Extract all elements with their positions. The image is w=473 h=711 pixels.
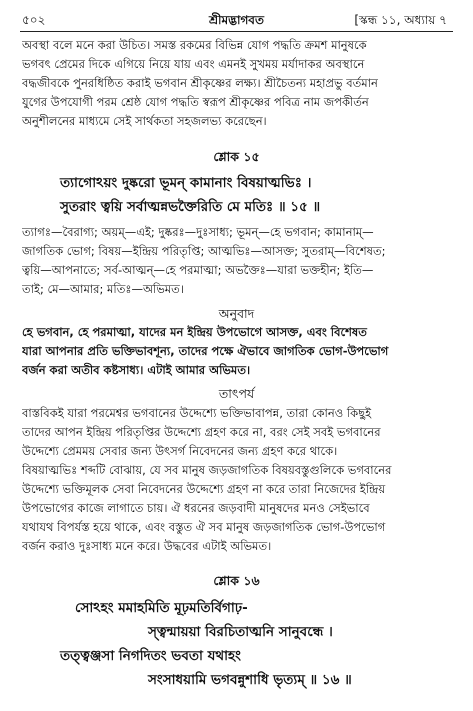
verse-line: ত্যাগোঽয়ং দুষ্করো ভূমন্ কামানাং বিষয়াত্মভিঃ । [60,175,312,191]
intro-line: ভগবৎ প্রেমের দিকে এগিয়ে নিয়ে যায় এবং এমনই সুখময় মর্যাদাকর অবস্থানে [22,57,365,71]
purport-line: উদ্দেশ্যে প্রেমময় সেবার জন্য উৎসর্গ নিবেদনের জন্য গ্রহণ করে থাকে। [22,444,338,458]
verse-line: সংসাধয়ামি ভগবন্নুশাধি ভৃত্যম্ ॥ ১৬ ॥ [148,672,352,688]
verse-line: সোঽহং মমাহমিতি মূঢ়মতির্বিগাঢ়- [75,600,248,616]
synonyms-line: ত্বয়ি—আপনাতে; সর্ব-আত্মন্—হে পরমাত্মা; অভক্তৈঃ—যারা ভক্তহীন; ইতি— [22,263,374,277]
purport-line: যথাযথ বিপর্যস্ত হয়ে থাকে, এবং বস্তুত ঐ সব মানুষ জড়জাগতিক ভোগ-উপভোগ [22,520,386,534]
verse-line: তত্ত্বঞ্জসা নিগদিতং ভবতা যথাহং [60,648,241,664]
synonyms-line: ত্যাগঃ—বৈরাগ্য; অয়ম্—এই; দুষ্করঃ—দুঃসাধ্য; ভূমন্—হে ভগবান; কামানাম্— [22,225,374,239]
verse-line: স্ত্বন্মায়য়া বিরচিতাত্মনি সানুবন্ধে । [148,624,333,640]
page-number: ৫০২ [22,13,46,27]
verse-line: সুতরাং ত্বয়ি সর্বাত্মন্নভক্তৈরিতি মে মতিঃ ॥ ১৫ ॥ [60,199,321,215]
intro-line: অবস্থা বলে মনে করা উচিত। সমস্ত রকমের বিভিন্ন যোগ পদ্ধতি ক্রমশ মানুষকে [22,38,367,52]
translation-line: বর্জন করা অতীব কষ্টসাধ্য। এটাই আমার অভিমত। [22,363,251,377]
translation-line: হে ভগবান, হে পরমাত্মা, যাদের মন ইন্দ্রিয় উপভোগে আসক্ত, এবং বিশেষত [22,325,367,339]
purport-line: বিষয়াত্মভিঃ শব্দটি বোঝায়, যে সব মানুষ জড়জাগতিক বিষয়বস্তুগুলিকে ভগবানের [22,463,392,477]
translation-line: যারা আপনার প্রতি ভক্তিভাবশূন্য, তাদের পক্ষে ঐভাবে জাগতিক ভোগ-উপভোগ [22,344,389,358]
purport-line: বাস্তবিকই যারা পরমেশ্বর ভগবানের উদ্দেশ্যে ভক্তিভাবাপন্ন, তারা কোনও কিছুই [22,406,372,420]
book-title: শ্রীমদ্ভাগবত [208,13,264,27]
purport-line: উপভোগের কাজে লাগাতে চায়। ঐ ধরনের জড়বাদী মানুষদের মনও সেইভাবে [22,501,370,515]
purport-line: তাদের আপন ইন্দ্রিয় পরিতৃপ্তির উদ্দেশ্যে গ্রহণ করে না, বরং সেই সবই ভগবানের [22,425,381,439]
purport-line: উদ্দেশ্যে ভক্তিমূলক সেবা নিবেদনের উদ্দেশ্যে গ্রহণ না করে তারা নিজেদের ইন্দ্রিয় [22,482,386,496]
verse-heading: শ্লোক ১৬ [213,573,260,588]
translation-heading: অনুবাদ [218,306,255,321]
purport-line: বর্জন করাও দুঃসাধ্য মনে করে। উদ্ধবের এটাই অভিমত। [22,539,272,553]
purport-heading: তাৎপর্য [218,386,255,401]
synonyms-line: তাই; মে—আমার; মতিঃ—অভিমত। [22,282,184,296]
intro-line: অনুশীলনের মাধ্যমে সেই সার্থকতা সহজলভ্য করেছেন। [22,114,267,128]
header-rule [20,31,453,32]
verse-heading: শ্লোক ১৫ [213,149,260,164]
section-label: [স্কন্ধ ১১, অধ্যায় ৭ [354,13,447,27]
intro-line: বদ্ধজীবকে পুনরধিষ্ঠিত করাই ভগবান শ্রীকৃষ্ণের লক্ষ্য। শ্রীচৈতন্য মহাপ্রভু বর্তমান [22,76,378,90]
synonyms-line: জাগতিক ভোগ; বিষয়—ইন্দ্রিয় পরিতৃপ্তি; আত্মভিঃ—আসক্ত; সুতরাম্—বিশেষত; [22,244,386,258]
intro-line: যুগের উপযোগী পরম শ্রেষ্ঠ যোগ পদ্ধতি স্বরূপ শ্রীকৃষ্ণের পবিত্র নাম জপকীর্তন [22,95,369,109]
